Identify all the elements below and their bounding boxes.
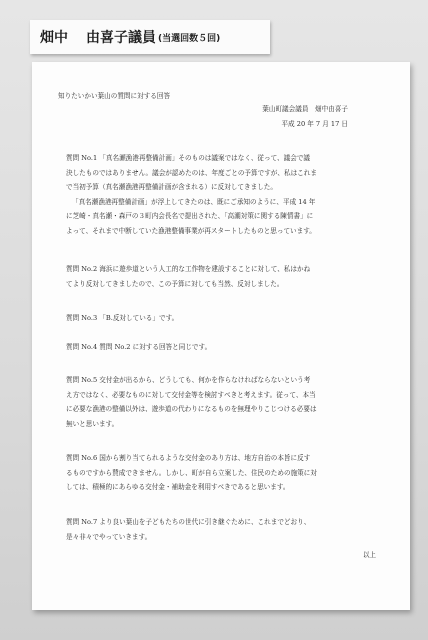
answer-q3 [66,314,384,329]
answer-q1 [66,154,384,241]
answer-line: 「真名瀬漁港再整備計画」が浮上してきたのは、既にご承知のように、平成 14 年 [72,197,316,206]
answer-line: え方ではなく、必要なものに対して交付金等を検討すべきと考えます。従って、本当 [66,390,316,399]
answer-line: で当初予算（真名瀬漁港再整備計画が含まれる）に反対してきました。 [66,183,277,191]
answer-line: 是々非々でやっていきます。 [66,532,152,541]
answer-line: 質問 No.7 より良い葉山を子どもたちの世代に引き継ぐために、これまでどおり、 [66,518,311,526]
name-plate-given-name: 由喜子議員 [86,30,156,46]
answer-line: に芝崎・真名瀬・森戸の３町内会長名で提出された、「高潮対策に関する陳情書」に [66,212,314,220]
name-plate-surname: 畑中 [40,30,68,46]
answer-q6 [66,454,384,498]
document-title: 知りたいかい葉山の質問に対する回答 [58,92,171,100]
answer-q4 [66,343,384,358]
closing-mark: 以上 [362,551,376,559]
answer-line: 質問 No.5 交付金が出るから、どうしても、何かを作らなければならないという考 [66,376,311,384]
answer-sheet [32,62,410,610]
name-plate [30,20,270,54]
answer-q5 [66,376,384,434]
answer-line: 質問 No.2 海浜に遊歩道という人工的な工作物を建設することに対して、私はかね [66,265,311,273]
answer-line: 質問 No.3 「B.反対している」です。 [66,314,179,322]
answer-line: 質問 No.6 国から割り当てられるような交付金のあり方は、地方自治の本旨に反す [66,454,311,462]
name-plate-term-count: (当選回数５回) [158,33,221,44]
answer-line: 無いと思います。 [66,419,119,428]
document-date: 平成 20 年 7 月 17 日 [281,120,348,128]
answer-q7 [66,518,384,547]
document-author: 葉山町議会議員 畑中由喜子 [262,105,348,113]
answer-line: よって、それまで中断していた漁港整備事業が再スタートしたものと思っています。 [66,226,316,235]
answer-line: てより反対してきましたので、この予算に対しても当然、反対しました。 [66,279,284,288]
answer-line: しては、積極的にあらゆる交付金・補助金を利用すべきであると思います。 [66,483,290,491]
answer-line: 質問 No.1 「真名瀬漁港再整備計画」そのものは議案ではなく、従って、議会で議 [66,154,311,162]
answer-line: に必要な漁港の整備以外は、遊歩道の代わりになるものを無理やりこじつける必要は [66,405,317,413]
answer-q2 [66,265,384,294]
answer-line: 質問 No.4 質問 No.2 に対する回答と同じです。 [66,343,212,351]
answer-line: るものですから賛成できません。しかし、町が自ら立案した、住民のための施策に対 [66,468,317,477]
answer-line: 決したものではありません。議会が認めたのは、年度ごとの予算ですが、私はこれま [66,168,317,177]
